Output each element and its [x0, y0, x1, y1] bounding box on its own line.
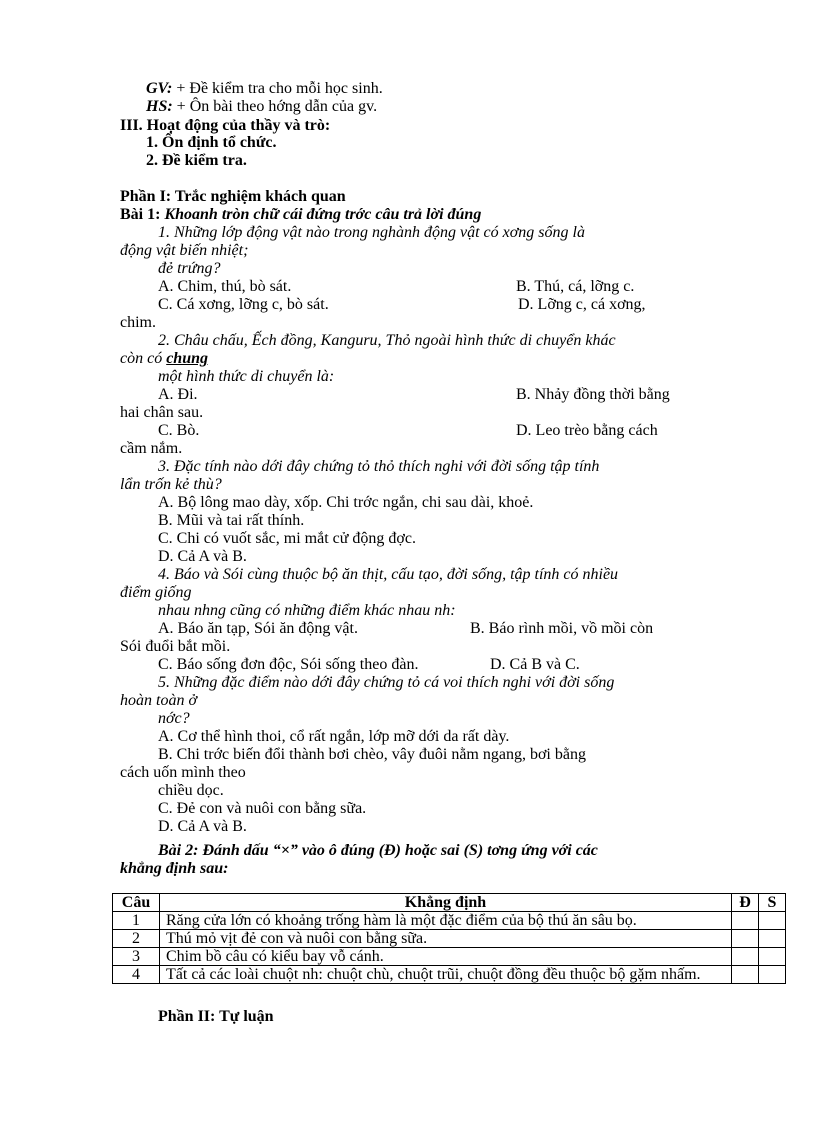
true-checkbox-cell[interactable] — [732, 948, 759, 966]
q1-option-c: C. Cá xơng, lỡng c, bò sát. — [158, 296, 329, 313]
true-checkbox-cell[interactable] — [732, 966, 759, 984]
q1-option-d: D. Lỡng c, cá xơng, — [518, 296, 646, 313]
row-number: 3 — [113, 948, 160, 966]
table-row — [113, 912, 786, 930]
q5-option-a: A. Cơ thể hình thoi, cổ rất ngắn, lớp mỡ dới da rất dày. — [158, 728, 510, 745]
q5-option-d: D. Cả A và B. — [158, 818, 247, 835]
true-checkbox-cell[interactable] — [732, 930, 759, 948]
false-checkbox-cell[interactable] — [759, 948, 786, 966]
gv-line — [146, 80, 383, 98]
q2-option-d-cont: cầm nắm. — [120, 440, 183, 457]
table-header-row — [113, 894, 786, 912]
q4-line2: điểm giống — [120, 584, 192, 601]
gv-text: + Đề kiểm tra cho mỗi học sinh. — [172, 80, 383, 97]
q2-line3: một hình thức di chuyển là: — [158, 368, 335, 385]
q4-option-d: D. Cả B và C. — [490, 656, 580, 673]
section3-title: III. Hoạt động của thầy và trò: — [120, 117, 331, 134]
q4-line3: nhau nhng cũng có những điểm khác nhau nh: — [158, 602, 456, 619]
q2-option-c: C. Bò. — [158, 422, 200, 439]
row-statement: Chim bồ câu có kiểu bay vỗ cánh. — [160, 948, 732, 966]
q2-option-d: D. Leo trèo bằng cách — [516, 422, 658, 439]
table-row — [113, 930, 786, 948]
row-number: 4 — [113, 966, 160, 984]
row-number: 2 — [113, 930, 160, 948]
q3-line2: lẩn trốn kẻ thù? — [120, 476, 222, 493]
q1-option-a: A. Chim, thú, bò sát. — [158, 278, 292, 295]
hs-text: + Ôn bài theo hớng dẫn của gv. — [172, 98, 378, 115]
false-checkbox-cell[interactable] — [759, 966, 786, 984]
table-row — [113, 948, 786, 966]
q5-option-c: C. Đẻ con và nuôi con bằng sữa. — [158, 800, 367, 817]
part2-title: Phần II: Tự luận — [158, 1008, 274, 1025]
gv-label: GV: — [146, 80, 173, 97]
q5-line1: 5. Những đặc điểm nào dới đây chứng tỏ cá voi thích nghi với đời sống — [158, 674, 615, 691]
q3-option-c: C. Chi có vuốt sắc, mi mắt cử động đợc. — [158, 530, 416, 547]
q2-option-a: A. Đi. — [158, 386, 198, 403]
q3-option-d: D. Cả A và B. — [158, 548, 247, 565]
q1-option-d-cont: chim. — [120, 314, 156, 331]
q3-option-a: A. Bộ lông mao dày, xốp. Chi trớc ngắn, chi sau dài, khoẻ. — [158, 494, 534, 511]
row-statement: Răng cửa lớn có khoảng trống hàm là một đặc điểm của bộ thú ăn sâu bọ. — [160, 912, 732, 930]
row-number: 1 — [113, 912, 160, 930]
header-cau: Câu — [113, 894, 160, 912]
false-checkbox-cell[interactable] — [759, 912, 786, 930]
q2-line2-text: còn có — [120, 350, 167, 367]
q3-line1: 3. Đặc tính nào dới đây chứng tỏ thỏ thích nghi với đời sống tập tính — [158, 458, 600, 475]
row-statement: Thú mỏ vịt đẻ con và nuôi con bằng sữa. — [160, 930, 732, 948]
hs-line — [146, 98, 377, 116]
bai1-instruction: Khoanh tròn chữ cái đứng trớc câu trả lời đúng — [160, 206, 482, 223]
q2-option-b: B. Nhảy đồng thời bằng — [516, 386, 670, 403]
hs-label: HS: — [146, 98, 173, 115]
q2-line1: 2. Châu chấu, Ếch đồng, Kanguru, Thỏ ngoài hình thức di chuyển khác — [158, 332, 616, 349]
table-row — [113, 966, 786, 984]
section3-item-2: 2. Đề kiểm tra. — [146, 152, 247, 169]
header-sai: S — [759, 894, 786, 912]
q5-option-b-cont: cách uốn mình theo — [120, 764, 246, 781]
q5-line2: hoàn toàn ở — [120, 692, 197, 709]
q3-option-b: B. Mũi và tai rất thính. — [158, 512, 305, 529]
false-checkbox-cell[interactable] — [759, 930, 786, 948]
q2-option-b-cont: hai chân sau. — [120, 404, 204, 421]
bai2-line1: Bài 2: Đánh dấu “×” vào ô đúng (Đ) hoặc sai (S) tơng ứng với các — [158, 842, 598, 859]
q1-option-b: B. Thú, cá, lỡng c. — [516, 278, 635, 295]
q1-line2: động vật biến nhiệt; — [120, 242, 249, 259]
q4-line1: 4. Báo và Sói cùng thuộc bộ ăn thịt, cấu tạo, đời sống, tập tính có nhiều — [158, 566, 619, 583]
bai1-label: Bài 1: — [120, 206, 161, 223]
q2-keyword: chung — [166, 350, 208, 367]
statement-table — [112, 893, 786, 984]
q2-line2 — [120, 350, 208, 368]
q4-option-c: C. Báo sống đơn độc, Sói sống theo đàn. — [158, 656, 419, 673]
q5-option-b-cont2: chiều dọc. — [158, 782, 224, 799]
part1-title: Phần I: Trắc nghiệm khách quan — [120, 188, 346, 205]
q1-line1: 1. Những lớp động vật nào trong nghành động vật có xơng sống là — [158, 224, 585, 241]
bai2-line2: khẳng định sau: — [120, 860, 229, 877]
q4-option-a: A. Báo ăn tạp, Sói ăn động vật. — [158, 620, 358, 637]
q1-line3: đẻ trứng? — [158, 260, 221, 277]
header-dung: Đ — [732, 894, 759, 912]
bai1-line — [120, 206, 481, 224]
true-checkbox-cell[interactable] — [732, 912, 759, 930]
q5-option-b: B. Chi trớc biến đổi thành bơi chèo, vây đuôi nằm ngang, bơi bằng — [158, 746, 586, 763]
section3-item-1: 1. Ổn định tổ chức. — [146, 134, 277, 151]
header-khang-dinh: Khẳng định — [160, 894, 732, 912]
row-statement: Tất cả các loài chuột nh: chuột chù, chuột trũi, chuột đồng đều thuộc bộ gặm nhấm. — [160, 966, 732, 984]
q5-line3: nớc? — [158, 710, 190, 727]
q4-option-b-cont: Sói đuổi bắt mồi. — [120, 638, 231, 655]
q4-option-b: B. Báo rình mồi, vồ mồi còn — [470, 620, 654, 637]
